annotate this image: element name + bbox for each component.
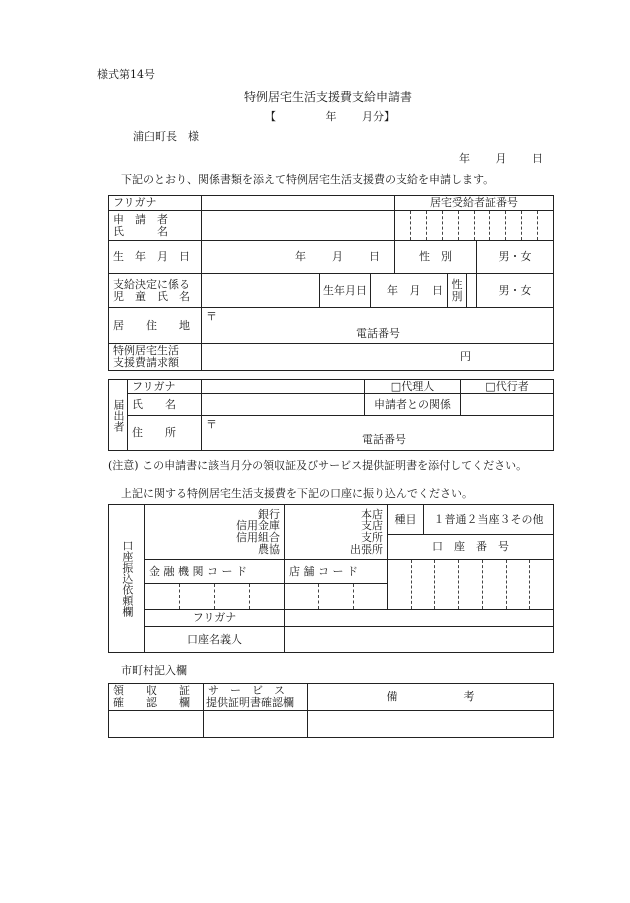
phone-label: 電話番号 <box>356 327 400 340</box>
child-dob-label: 生年月日 <box>320 274 371 308</box>
applicant-name-field[interactable] <box>202 211 395 241</box>
date-year: 年 <box>459 152 470 165</box>
dob-label: 生 年 月 日 <box>109 241 202 274</box>
child-sex-cell <box>448 274 477 308</box>
applicant-table <box>108 195 554 371</box>
relation-label: 申請者との関係 <box>365 394 461 416</box>
branch-type-agency: 出張所 <box>350 542 383 556</box>
bank-table <box>108 504 554 653</box>
bank-type-shinkin: 信用金庫 <box>236 519 280 533</box>
child-name-label: 支給決定に係る 児 童 氏 名 <box>109 274 202 308</box>
intro-text: 下記のとおり、関係書類を添えて特例居宅生活支援費の支給を申請します。 <box>121 173 495 186</box>
transfer-intro: 上記に関する特例居宅生活支援費を下記の口座に振り込んでください。 <box>121 487 473 500</box>
applicant-name-label: 申 請 者 氏 名 <box>109 211 202 241</box>
branch-code-label: 店 舗 コ ー ド <box>285 560 388 584</box>
dob-day: 日 <box>369 250 381 264</box>
dob-field[interactable] <box>202 241 395 274</box>
submitter-address-field[interactable] <box>202 416 554 451</box>
yen-unit: 円 <box>460 350 471 364</box>
period-year: 年 <box>325 110 337 123</box>
branch-type-main: 本店 <box>361 507 383 521</box>
bank-type-kumiai: 信用組合 <box>236 531 280 544</box>
remarks-field[interactable] <box>308 711 554 738</box>
submitter-side-label: 届出者 <box>109 380 128 451</box>
child-sex-label-1: 性 <box>451 277 463 291</box>
bank-name-field[interactable] <box>145 505 285 560</box>
submitter-phone-label: 電話番号 <box>362 433 406 446</box>
holder-field[interactable] <box>285 627 554 653</box>
address-field[interactable] <box>202 308 554 344</box>
bank-code-label: 金 融 機 関 コ ー ド <box>145 560 285 584</box>
service-check-field[interactable] <box>204 711 308 738</box>
branch-name-field[interactable] <box>285 505 388 560</box>
municipal-table <box>108 683 554 738</box>
service-check-label: サ ー ビ ス 提供証明書確認欄 <box>204 684 308 711</box>
child-sex-value[interactable]: 男・女 <box>477 274 554 308</box>
postal-mark: 〒 <box>206 310 217 323</box>
branch-type-office: 支所 <box>361 531 383 544</box>
cert-number-label: 居宅受給者証番号 <box>395 196 554 211</box>
child-dob-month: 月 <box>409 283 421 297</box>
page-title: 特例居宅生活支援費支給申請書 <box>244 90 413 104</box>
submitter-address-label: 住 所 <box>128 416 202 451</box>
child-dob-field[interactable] <box>371 274 448 308</box>
holder-furigana-field[interactable] <box>285 610 554 627</box>
agent-checkbox[interactable]: □代理人 <box>365 380 461 394</box>
account-number-boxes[interactable] <box>388 560 554 610</box>
receipt-check-label: 領 収 証 確 認 欄 <box>109 684 204 711</box>
dob-month: 月 <box>332 250 344 264</box>
bank-type-bank: 銀行 <box>258 507 280 521</box>
account-type-label: 種目 <box>388 505 424 535</box>
sex-label: 性 別 <box>395 241 477 274</box>
municipal-title: 市町村記入欄 <box>121 664 187 677</box>
submitter-furigana-label: フリガナ <box>128 380 202 394</box>
holder-label: 口座名義人 <box>145 627 285 653</box>
date-line <box>459 153 543 164</box>
period-month: 月分】 <box>362 110 395 123</box>
furigana-label: フリガナ <box>109 196 202 211</box>
dob-year: 年 <box>295 250 307 264</box>
address-label: 居 住 地 <box>109 308 202 344</box>
sex-value[interactable]: 男・女 <box>477 241 554 274</box>
cert-number-boxes[interactable] <box>395 211 554 241</box>
branch-type-branch: 支店 <box>361 519 383 533</box>
date-month: 月 <box>495 152 507 165</box>
proxy-checkbox[interactable]: □代行者 <box>461 380 554 394</box>
form-number: 様式第14号 <box>97 68 155 81</box>
submitter-table <box>108 379 554 451</box>
branch-code-boxes[interactable] <box>285 584 388 610</box>
receipt-check-field[interactable] <box>109 711 204 738</box>
period-line <box>265 111 395 122</box>
furigana-field[interactable] <box>202 196 395 211</box>
relation-field[interactable] <box>461 394 554 416</box>
child-name-field[interactable] <box>202 274 320 308</box>
claim-label: 特例居宅生活 支援費請求額 <box>109 344 202 371</box>
child-dob-year: 年 <box>387 283 398 297</box>
bank-type-nokyo: 農協 <box>258 542 280 556</box>
note-text: (注意) この申請書に該当月分の領収証及びサービス提供証明書を添付してください。 <box>108 459 528 472</box>
submitter-name-field[interactable] <box>202 394 365 416</box>
bank-side-label: 口座振込依頼欄 <box>109 505 145 653</box>
submitter-name-label: 氏 名 <box>128 394 202 416</box>
child-sex-label-2: 別 <box>451 289 463 303</box>
submitter-postal-mark: 〒 <box>206 418 217 431</box>
remarks-label: 備 考 <box>308 684 554 711</box>
account-type-options[interactable]: １普通２当座３その他 <box>424 505 554 535</box>
child-dob-day: 日 <box>432 283 443 297</box>
bank-code-boxes[interactable] <box>145 584 285 610</box>
holder-furigana-label: フリガナ <box>145 610 285 627</box>
submitter-furigana-field[interactable] <box>202 380 365 394</box>
claim-field[interactable] <box>202 344 554 371</box>
date-day: 日 <box>532 152 543 165</box>
addressee: 浦臼町長 様 <box>133 130 199 143</box>
period-open: 【 <box>265 110 276 123</box>
account-number-label: 口 座 番 号 <box>388 535 554 560</box>
